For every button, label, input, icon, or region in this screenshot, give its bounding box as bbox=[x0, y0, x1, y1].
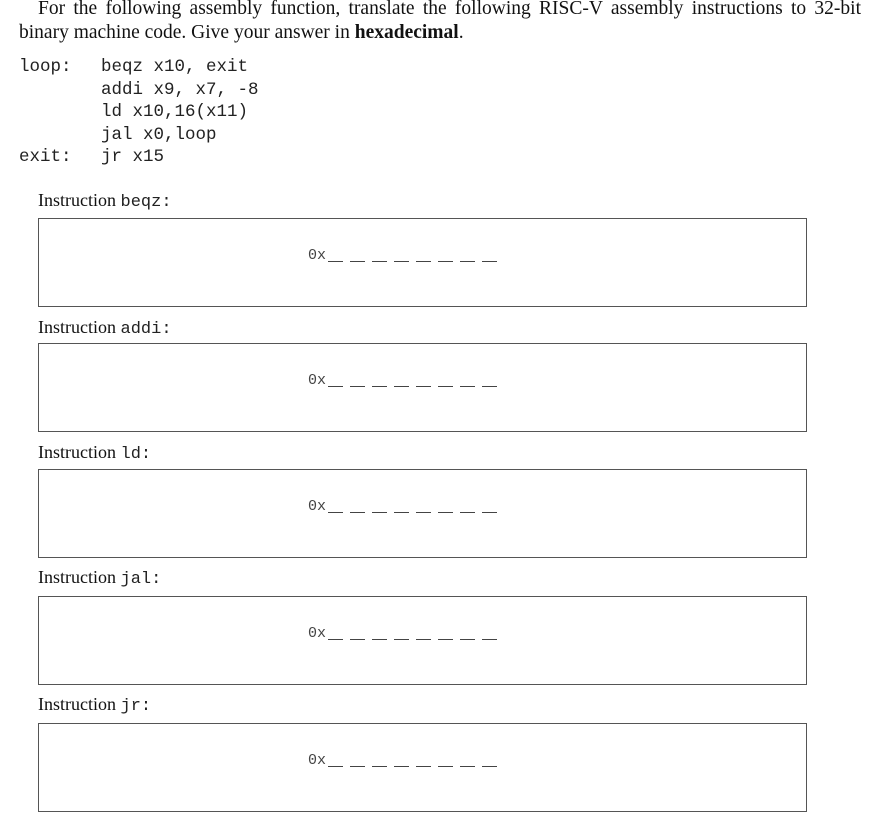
answer-label-jr: Instruction jr: bbox=[38, 694, 152, 716]
hex-digit-slot[interactable] bbox=[394, 499, 409, 513]
assembly-code bbox=[19, 56, 259, 169]
hex-digit-slot[interactable] bbox=[416, 753, 431, 767]
hex-digit-slot[interactable] bbox=[394, 373, 409, 387]
code-instruction: beqz x10, exit bbox=[101, 57, 249, 77]
hex-digit-slot[interactable] bbox=[394, 753, 409, 767]
code-instruction: ld x10,16(x11) bbox=[101, 102, 249, 122]
hex-digit-slot[interactable] bbox=[460, 626, 475, 640]
answer-box-jr[interactable] bbox=[38, 723, 807, 812]
hex-digit-slot[interactable] bbox=[416, 248, 431, 262]
answer-label-ld: Instruction ld: bbox=[38, 442, 152, 464]
code-instruction: addi x9, x7, -8 bbox=[101, 79, 259, 100]
hex-digit-slot[interactable] bbox=[328, 626, 343, 640]
code-line bbox=[19, 79, 259, 102]
answer-box-beqz[interactable] bbox=[38, 218, 807, 307]
hex-digit-slot[interactable] bbox=[372, 499, 387, 513]
hex-digit-slot[interactable] bbox=[350, 753, 365, 767]
answer-box-jal[interactable] bbox=[38, 596, 807, 685]
hex-answer-field[interactable] bbox=[308, 367, 504, 389]
hex-digit-slot[interactable] bbox=[416, 626, 431, 640]
code-label bbox=[19, 101, 101, 124]
hex-prefix: 0x bbox=[308, 247, 327, 264]
hex-digit-slot[interactable] bbox=[328, 248, 343, 262]
hex-answer-field[interactable] bbox=[308, 620, 504, 642]
hex-digit-slot[interactable] bbox=[394, 626, 409, 640]
hex-digit-slot[interactable] bbox=[438, 753, 453, 767]
hex-digit-slot[interactable] bbox=[482, 499, 497, 513]
hex-digit-slot[interactable] bbox=[460, 499, 475, 513]
hex-digit-slot[interactable] bbox=[394, 248, 409, 262]
hex-digit-slot[interactable] bbox=[350, 373, 365, 387]
hex-digit-slot[interactable] bbox=[328, 499, 343, 513]
hex-digit-slot[interactable] bbox=[460, 753, 475, 767]
hex-digit-slot[interactable] bbox=[460, 373, 475, 387]
code-label: exit: bbox=[19, 147, 72, 167]
hex-digit-slot[interactable] bbox=[416, 499, 431, 513]
hex-prefix: 0x bbox=[308, 625, 327, 642]
answer-box-ld[interactable] bbox=[38, 469, 807, 558]
hex-digit-slot[interactable] bbox=[482, 248, 497, 262]
code-line bbox=[19, 124, 259, 147]
question-text bbox=[19, 0, 861, 45]
hex-digit-slot[interactable] bbox=[350, 248, 365, 262]
hex-answer-field[interactable] bbox=[308, 747, 504, 769]
hex-digit-slot[interactable] bbox=[328, 373, 343, 387]
code-line bbox=[19, 56, 259, 79]
hex-digit-slot[interactable] bbox=[438, 499, 453, 513]
answer-label-beqz: Instruction beqz: bbox=[38, 190, 172, 212]
hex-digit-slot[interactable] bbox=[460, 248, 475, 262]
code-line bbox=[19, 146, 259, 169]
hex-digit-slot[interactable] bbox=[372, 248, 387, 262]
hex-digit-slot[interactable] bbox=[350, 499, 365, 513]
hex-digit-slot[interactable] bbox=[482, 626, 497, 640]
code-instruction: jr x15 bbox=[101, 147, 165, 167]
hex-digit-slot[interactable] bbox=[482, 373, 497, 387]
code-instruction: jal x0,loop bbox=[101, 124, 217, 145]
hex-digit-slot[interactable] bbox=[328, 753, 343, 767]
hex-digit-slot[interactable] bbox=[372, 626, 387, 640]
hex-answer-field[interactable] bbox=[308, 242, 504, 264]
answer-label-addi: Instruction addi: bbox=[38, 317, 172, 339]
hex-digit-slot[interactable] bbox=[438, 248, 453, 262]
hex-prefix: 0x bbox=[308, 498, 327, 515]
code-label: loop: bbox=[19, 57, 72, 77]
hex-digit-slot[interactable] bbox=[350, 626, 365, 640]
hex-digit-slot[interactable] bbox=[416, 373, 431, 387]
hex-digit-slot[interactable] bbox=[372, 753, 387, 767]
code-label bbox=[19, 79, 101, 102]
answer-label-jal: Instruction jal: bbox=[38, 567, 162, 589]
code-line bbox=[19, 101, 259, 124]
hex-digit-slot[interactable] bbox=[438, 373, 453, 387]
hex-prefix: 0x bbox=[308, 372, 327, 389]
hex-answer-field[interactable] bbox=[308, 493, 504, 515]
hex-digit-slot[interactable] bbox=[438, 626, 453, 640]
hex-digit-slot[interactable] bbox=[372, 373, 387, 387]
answer-box-addi[interactable] bbox=[38, 343, 807, 432]
question-end: . bbox=[458, 22, 464, 43]
hex-prefix: 0x bbox=[308, 752, 327, 769]
question-emphasis: hexadecimal bbox=[354, 22, 459, 43]
hex-digit-slot[interactable] bbox=[482, 753, 497, 767]
question-intro: For the following assembly function, translate the following RISC-V assembly instructions to 32-bit binary machine code. Give your answer in bbox=[19, 0, 861, 43]
code-label bbox=[19, 124, 101, 147]
